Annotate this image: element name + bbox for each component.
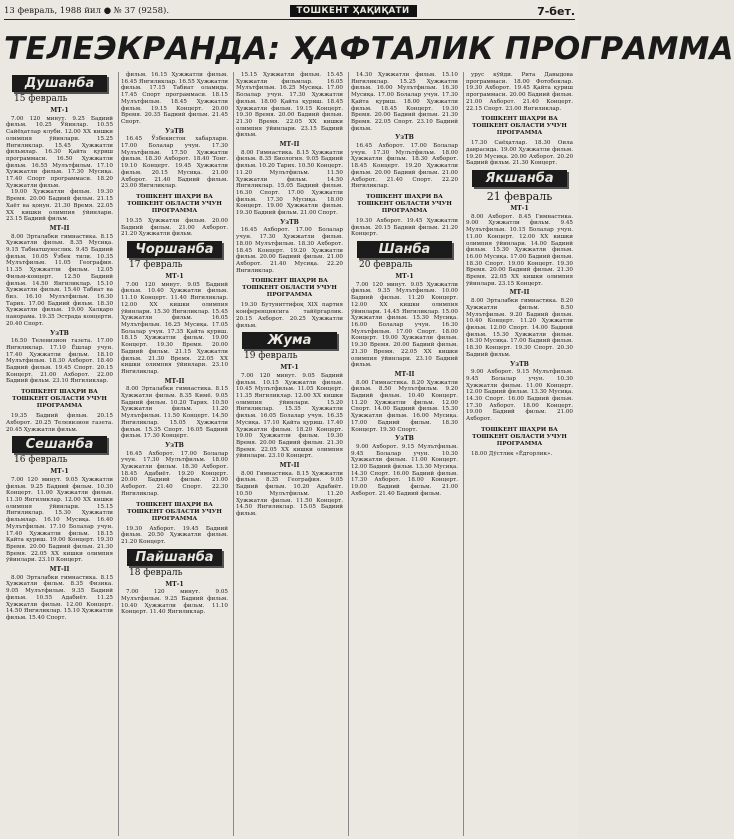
program-listing: 7.00 120 минут. 9.25 Бадиий фильм. 10.25 Ўйинлар. 10.55 Сайёҳатлар клуби. 12.00 ХХ кишки олимпия ўйинлари. 15.25 Янгиликлар. 15.45 Ҳужжатли фильмлар. 16.30 Қайта қуриш программаси. 16.50 Ҳужжатли фильм. 16.55 Мулътфильм. 17.10 Ҳужжатли фильм. 17.30 Мусиқа. 17.40 Спорт программаси. 18.20 Ҳужжатли фильм. <box>6 115 113 189</box>
masthead-line <box>4 4 575 18</box>
channel-heading: УзТВ <box>50 329 69 337</box>
page-number: 7-бет. <box>537 4 575 18</box>
region-heading: ТОШКЕНТ ШАҲРИ ВА ТОШКЕНТ ОБЛАСТИ УЧУН ПРОГРАММА <box>472 116 567 137</box>
channel-heading: МТ-II <box>279 141 300 149</box>
program-listing: фильм. 16.15 Ҳужжатли фильм. 16.45 Янгиликлар. 16.55 Ҳужжатли фильм. 17.15 Табиат оламида. 17.45 Спорт программаси. 18.15 Мулътфильм. 18.45 Ҳужжатли фильм. 19.15 Концерт. 20.00 Время. 20.35 Бадиий фильм. 21.45 Спорт. <box>121 72 228 125</box>
channel-heading: УзТВ <box>165 441 184 449</box>
date-label: 20 февраль <box>359 260 413 271</box>
day-heading: Сешанба <box>12 436 107 453</box>
channel-heading: МТ-II <box>164 377 185 385</box>
channel-heading: МТ-1 <box>50 468 69 476</box>
day-heading: Жума <box>242 332 337 349</box>
program-listing: 8.00 Гимнастика. 8.20 Ҳужжатли фильм. 8.50 Мулътфильм. 9.20 Бадиий фильм. 10.40 Концерт. 11.20 Ҳужжатли фильм. 12.00 Спорт. 14.00 Бадиий фильм. 15.30 Ҳужжатли фильм. 16.00 Мусиқа. 17.00 Бадиий фильм. 18.30 Концерт. 19.30 Спорт. <box>351 379 458 433</box>
region-heading: ТОШКЕНТ ШАҲРИ ВА ТОШКЕНТ ОБЛАСТИ УЧУН ПРОГРАММА <box>127 193 222 214</box>
program-listing: 7.00 120 минут. 9.05 Бадиий фильм. 10.15 Ҳужжатли фильм. 10.45 Мулътфильм. 11.05 Концерт. 11.35 Янгиликлар. 12.00 ХХ кишки олимпия ўйинлари. 15.20 Янгиликлар. 15.35 Ҳужжатли фильм. 16.05 Болалар учун. 16.35 Мусиқа. 17.10 Қайта қуриш. 17.40 Ҳужжатли фильм. 18.20 Концерт. 19.00 Ҳужжатли фильм. 19.30 Время. 20.00 Бадиий фильм. 21.30 Время. 22.05 ХХ кишки олимпия ўйинлари. 23.10 Концерт. <box>236 372 343 460</box>
region-heading: ТОШКЕНТ ШАҲРИ ВА ТОШКЕНТ ОБЛАСТИ УЧУН ПРОГРАММА <box>127 501 222 522</box>
program-listing: 16.45 Ахборот. 17.00 Болалар учун. 17.30 Мулътфильм. 18.00 Ҳужжатли фильм. 18.30 Ахборот. 18.45 Адабиёт. 19.20 Концерт. 20.00 Бадиий фильм. 21.00 Ахборот. 21.40 Спорт. 22.30 Янгиликлар. <box>121 450 228 497</box>
date-label: 17 февраль <box>129 260 183 271</box>
program-listing: 19.30 Ахборот. 19.45 Ҳужжатли фильм. 20.15 Бадиий фильм. 21.20 Концерт. <box>351 217 458 238</box>
newspaper-name: ТОШКЕНТ ҲАҚИҚАТИ <box>290 5 417 17</box>
day-heading: Пайшанба <box>127 549 222 566</box>
program-listing: 17.30 Саёҳатлар. 18.30 Оила даврасида. 19.00 Ҳужжатли фильм. 19.20 Мусиқа. 20.00 Ахборот. 20.20 Бадиий фильм. 21.30 Концерт. <box>466 140 573 167</box>
channel-heading: УзТВ <box>395 435 414 443</box>
program-listing: 7.00 120 минут. 9.05 Мулътфильм. 9.25 Бадиий фильм. 10.40 Ҳужжатли фильм. 11.10 Концерт. 11.40 Янгиликлар. <box>121 589 228 616</box>
program-listing: 16.45 Ўзбекистон хабарлари. 17.00 Болалар учун. 17.30 Мулътфильм. 17.50 Ҳужжатли фильм. 18.30 Ахборот. 18.40 Тонг. 19.10 Концерт. 19.45 Ҳужжатли фильм. 20.15 Мусиқа. 21.00 Ахборот. 21.40 Бадиий фильм. 23.00 Янгиликлар. <box>121 136 228 190</box>
schedule-column <box>4 72 115 836</box>
schedule-column <box>118 72 230 836</box>
schedule-column <box>463 72 575 836</box>
program-listing: 9.00 Ахборот. 9.15 Мулътфильм. 9.45 Болалар учун. 10.30 Ҳужжатли фильм. 11.00 Концерт. 12.00 Бадиий фильм. 13.30 Мусиқа. 14.30 Спорт. 16.00 Бадиий фильм. 17.30 Ахборот. 18.00 Концерт. 19.00 Бадиий фильм. 21.00 Ахборот. <box>466 369 573 423</box>
date-label: 19 февраль <box>244 351 298 362</box>
channel-heading: МТ-II <box>49 566 70 574</box>
schedule-columns <box>4 72 575 836</box>
region-heading: ТОШКЕНТ ШАҲРИ ВА ТОШКЕНТ ОБЛАСТИ УЧУН ПРОГРАММА <box>472 426 567 447</box>
issue-line: 13 февраль, 1988 йил ● № 37 (9258). <box>4 6 170 16</box>
date-label: 21 февраль <box>486 190 553 204</box>
channel-heading: УзТВ <box>165 127 184 135</box>
masthead-rule <box>4 19 575 20</box>
channel-heading: МТ-1 <box>165 273 184 281</box>
day-heading: Шанба <box>357 241 452 258</box>
day-heading: Чоршанба <box>127 241 222 258</box>
program-listing: урус кўйди. Рита Давыдова программаси. 18.00 Фотобоклар. 19.30 Ахборот. 19.45 Қайта қуриш программаси. 20.00 Бадиий фильм. 21.00 Ахборот. 21.40 Концерт. 22.15 Спорт. 23.00 Янгиликлар. <box>466 72 573 112</box>
region-heading: ТОШКЕНТ ШАҲРИ ВА ТОШКЕНТ ОБЛАСТИ УЧУН ПРОГРАММА <box>357 193 452 214</box>
schedule-column <box>233 72 345 836</box>
program-listing: 15.15 Ҳужжатли фильм. 15.45 Ҳужжатли фильмлар. 16.05 Мулътфильм. 16.25 Мусиқа. 17.00 Болалар учун. 17.30 Ҳужжатли фильм. 18.00 Қайта қуриш. 18.45 Ҳужжатли фильм. 19.15 Концерт. 19.30 Время. 20.00 Бадиий фильм. 21.30 Время. 22.05 ХХ кишки олимпия ўйинлари. 23.15 Бадиий фильм. <box>236 72 343 139</box>
channel-heading: МТ-1 <box>165 580 184 588</box>
program-listing: 16.45 Ахборот. 17.00 Болалар учун. 17.30 Мулътфильм. 18.00 Ҳужжатли фильм. 18.30 Ахборот. 18.45 Концерт. 19.20 Ҳужжатли фильм. 20.00 Бадиий фильм. 21.00 Ахборот. 21.40 Спорт. 22.20 Янгиликлар. <box>351 143 458 190</box>
program-listing: 19.30 Бутуниттифоқ ХІХ партия конференциясига тайёргарлик. 20.15 Ахборот. 20.25 Ҳужжатли фильм. <box>236 302 343 329</box>
channel-heading: МТ-1 <box>50 107 69 114</box>
program-listing: 19.00 Ҳужжатли фильм. 19.30 Время. 20.00 Бадиий фильм. 21.15 Хаёт ва қонун. 21.30 Время. 22.05 ХХ кишки олимпия ўйинлари. 23.15 Бадиий фильм. <box>6 189 113 223</box>
program-listing: 8.00 Эрталабки гимнастика. 8.15 Ҳужжатли фильм. 8.35 Мусиқа. 9.15 Табиатшунослик. 9.45 Бадиий фильм. 10.05 Ўзбек тили. 10.35 Мулътфильм. 11.05 География. 11.35 Ҳужжатли фильм. 12.05 Фильм-концерт. 12.50 Бадиий фильм. 14.50 Янгиликлар. 15.10 Ҳужжатли фильм. 15.40 Табиат ва биз. 16.10 Мулътфильм. 16.30 Тарих. 17.00 Бадиий фильм. 18.30 Ҳужжатли фильм. 19.00 Халқаро панорама. 19.35 Эстрада концерти. 20.40 Спорт. <box>6 233 113 327</box>
program-listing: 19.30 Ахборот. 19.45 Бадиий фильм. 20.50 Ҳужжатли фильм. 21.20 Концерт. <box>121 525 228 545</box>
channel-heading: МТ-1 <box>280 364 299 372</box>
channel-heading: МТ-II <box>49 224 70 232</box>
channel-heading: УзТВ <box>280 218 299 226</box>
channel-heading: МТ-II <box>279 462 300 470</box>
program-listing: 9.00 Ахборот. 9.15 Мулътфильм. 9.45 Болалар учун. 10.30 Ҳужжатли фильм. 11.00 Концерт. 12.00 Бадиий фильм. 13.30 Мусиқа. 14.30 Спорт. 16.00 Бадиий фильм. 17.30 Ахборот. 18.00 Концерт. 19.00 Бадиий фильм. 21.00 Ахборот. 21.40 Бадиий фильм. <box>351 443 458 497</box>
region-heading: ТОШКЕНТ ШАҲРИ ВА ТОШКЕНТ ОБЛАСТИ УЧУН ПРОГРАММА <box>242 278 337 299</box>
program-listing: 16.50 Телевизион газета. 17.00 Янгиликлар. 17.10 Ёшлар учун. 17.40 Ҳужжатли фильм. 18.10 Мулътфильм. 18.30 Ахборот. 18.40 Бадиий фильм. 19.45 Спорт. 20.15 Концерт. 21.00 Ахборот. 22.00 Бадиий фильм. 23.10 Янгиликлар. <box>6 338 113 385</box>
channel-heading: УзТВ <box>395 134 414 142</box>
program-listing: 7.00 120 минут. 9.05 Бадиий фильм. 10.40 Ҳужжатли фильм. 11.10 Концерт. 11.40 Янгиликлар. 12.00 ХХ кишки олимпия ўйинлари. 15.30 Янгиликлар. 15.45 Ҳужжатли фильм. 16.05 Мулътфильм. 16.25 Мусиқа. 17.05 Болалар учун. 17.35 Қайта қуриш. 18.15 Ҳужжатли фильм. 19.00 Концерт. 19.30 Время. 20.00 Бадиий фильм. 21.15 Ҳужжатли фильм. 21.30 Время. 22.05 ХХ кишки олимпия ўйинлари. 23.10 Янгиликлар. <box>121 281 228 375</box>
program-listing: 8.00 Эрталабки гимнастика. 8.15 Ҳужжатли фильм. 8.35 Кимё. 9.05 Бадиий фильм. 10.20 Тарих. 10.50 Ҳужжатли фильм. 11.20 Мулътфильм. 11.50 Концерт. 14.50 Янгиликлар. 15.05 Ҳужжатли фильм. 15.35 Спорт. 16.05 Бадиий фильм. 17.30 Концерт. <box>121 386 228 440</box>
program-listing: 16.45 Ахборот. 17.00 Болалар учун. 17.30 Ҳужжатли фильм. 18.00 Мулътфильм. 18.30 Ахборот. 18.45 Концерт. 19.20 Ҳужжатли фильм. 20.00 Бадиий фильм. 21.00 Ахборот. 21.40 Мусиқа. 22.20 Янгиликлар. <box>236 227 343 274</box>
page-title: ТЕЛЕЭКРАНДА: ҲАФТАЛИК ПРОГРАММА <box>4 31 734 67</box>
date-label: 15 февраль <box>14 94 68 104</box>
program-listing: 7.00 120 минут. 9.05 Ҳужжатли фильм. 9.25 Бадиий фильм. 10.30 Концерт. 11.00 Ҳужжатли фильм. 11.30 Янгиликлар. 12.00 ХХ кишки олимпия ўйинлари. 15.15 Янгиликлар. 15.30 Ҳужжатли фильмлар. 16.10 Мусиқа. 16.40 Мулътфильм. 17.10 Болалар учун. 17.40 Ҳужжатли фильм. 18.15 Қайта қуриш. 19.00 Концерт. 19.30 Время. 20.00 Бадиий фильм. 21.30 Время. 22.05 ХХ кишки олимпия ўйинлари. 23.10 Концерт. <box>6 476 113 564</box>
day-heading: Якшанба <box>472 170 567 187</box>
date-label: 16 февраль <box>14 455 68 466</box>
program-listing: 19.35 Бадиий фильм. 20.15 Ахборот. 20.25 Телевизион газета. 20.45 Ҳужжатли фильм. <box>6 413 113 433</box>
channel-heading: УзТВ <box>510 360 529 368</box>
program-listing: 8.00 Эрталабки гимнастика. 8.20 Ҳужжатли фильм. 8.50 Мулътфильм. 9.20 Бадиий фильм. 10.40 Концерт. 11.20 Ҳужжатли фильм. 12.00 Спорт. 14.00 Бадиий фильм. 15.30 Ҳужжатли фильм. 16.30 Мусиқа. 17.00 Бадиий фильм. 18.30 Концерт. 19.30 Спорт. 20.30 Бадиий фильм. <box>466 298 573 358</box>
channel-heading: МТ-II <box>394 370 415 378</box>
program-listing: 19.35 Ҳужжатли фильм. 20.00 Бадиий фильм. 21.00 Ахборот. 21.20 Ҳужжатли фильм. <box>121 217 228 238</box>
program-listing: 14.30 Ҳужжатли фильм. 15.10 Янгиликлар. 15.25 Ҳужжатли фильм. 16.00 Мулътфильм. 16.30 Мусиқа. 17.00 Болалар учун. 17.30 Қайта қуриш. 18.00 Ҳужжатли фильм. 18.45 Концерт. 19.30 Время. 20.00 Бадиий фильм. 21.30 Время. 22.05 Спорт. 23.10 Бадиий фильм. <box>351 72 458 132</box>
channel-heading: МТ-1 <box>395 273 414 281</box>
program-listing: 8.00 Гимнастика. 8.15 Ҳужжатли фильм. 8.35 Биология. 9.05 Бадиий фильм. 10.20 Тарих. 10.50 Концерт. 11.20 Мулътфильм. 11.50 Ҳужжатли фильм. 14.50 Янгиликлар. 15.05 Бадиий фильм. 16.30 Спорт. 17.00 Ҳужжатли фильм. 17.30 Мусиқа. 18.00 Концерт. 19.00 Ҳужжатли фильм. 19.30 Бадиий фильм. 21.00 Спорт. <box>236 149 343 217</box>
program-listing: 8.00 Эрталабки гимнастика. 8.15 Ҳужжатли фильм. 8.35 Физика. 9.05 Мулътфильм. 9.35 Бадиий фильм. 10.55 Адабиёт. 11.25 Ҳужжатли фильм. 12.00 Концерт. 14.50 Янгиликлар. 15.10 Ҳужжатли фильм. 15.40 Спорт. <box>6 574 113 621</box>
date-label: 18 февраль <box>129 567 183 578</box>
program-listing: 7.00 120 минут. 9.05 Ҳужжатли фильм. 9.35 Мулътфильм. 10.00 Бадиий фильм. 11.20 Концерт. 12.00 ХХ кишки олимпия ўйинлари. 14.45 Янгиликлар. 15.00 Ҳужжатли фильм. 15.30 Мусиқа. 16.00 Болалар учун. 16.30 Мулътфильм. 17.00 Спорт. 18.00 Концерт. 19.00 Ҳужжатли фильм. 19.30 Время. 20.00 Бадиий фильм. 21.30 Время. 22.05 ХХ кишки олимпия ўйинлари. 23.10 Бадиий фильм. <box>351 281 458 369</box>
day-heading: Душанба <box>12 75 107 92</box>
program-listing: 18.00 Дўстлик «Ёдгорлик». <box>471 450 553 457</box>
channel-heading: МТ-1 <box>510 205 529 213</box>
region-heading: ТОШКЕНТ ШАҲРИ ВА ТОШКЕНТ ОБЛАСТИ УЧУН ПРОГРАММА <box>12 389 107 410</box>
channel-heading: МТ-II <box>509 289 530 297</box>
program-listing: 8.00 Гимнастика. 8.15 Ҳужжатли фильм. 8.35 География. 9.05 Бадиий фильм. 10.20 Адабиёт. 10.50 Мулътфильм. 11.20 Ҳужжатли фильм. 11.50 Концерт. 14.50 Янгиликлар. 15.05 Бадиий фильм. <box>236 470 343 517</box>
schedule-column <box>348 72 460 836</box>
program-listing: 8.00 Ахборот. 8.45 Гимнастика. 9.00 Ҳужжатли фильм. 9.45 Мулътфильм. 10.15 Болалар учун. 11.00 Концерт. 12.00 ХХ кишки олимпия ўйинлари. 14.00 Бадиий фильм. 15.30 Ҳужжатли фильм. 16.00 Мусиқа. 17.00 Бадиий фильм. 18.30 Спорт. 19.00 Концерт. 19.30 Время. 20.00 Бадиий фильм. 21.30 Время. 22.05 ХХ кишки олимпия ўйинлари. 23.15 Концерт. <box>466 213 573 287</box>
